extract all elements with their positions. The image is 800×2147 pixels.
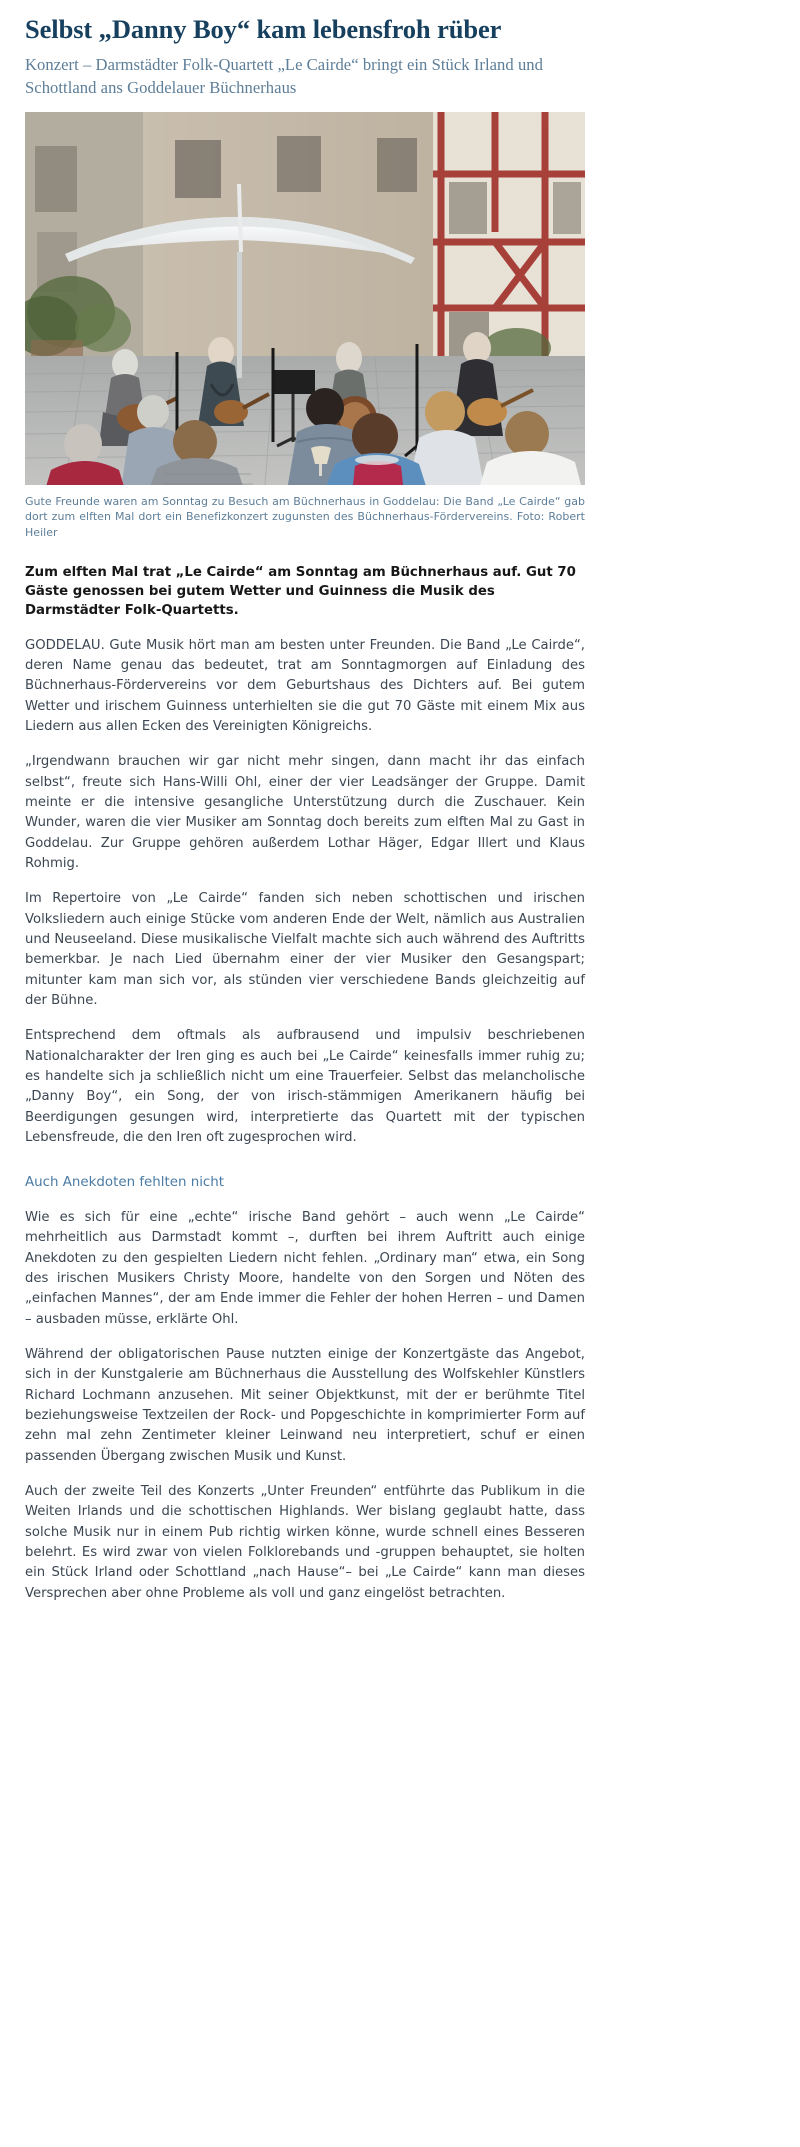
page-title: Selbst „Danny Boy“ kam lebensfroh rüber <box>25 14 502 44</box>
body-paragraph: „Irgendwann brauchen wir gar nicht mehr singen, dann macht ihr das einfach selbst“, freute sich Hans-Willi Ohl, einer der vier Leadsänger der Gruppe. Damit meinte er die intensive gesangliche Unterstützung durch die Zuschauer. Kein Wunder, waren die vier Musiker am Sonntag doch bereits zum elften Mal zu Gast in Goddelau. Zur Gruppe gehören außerdem Lothar Häger, Edgar Illert und Klaus Rohmig. <box>25 754 585 872</box>
article-subtitle: Konzert – Darmstädter Folk-Quartett „Le Cairde“ bringt ein Stück Irland und Schottland ans Goddelauer Büchnerhaus <box>25 55 543 97</box>
article-photo <box>25 112 585 485</box>
article-lead: Zum elften Mal trat „Le Cairde“ am Sonntag am Büchnerhaus auf. Gut 70 Gäste genossen bei gutem Wetter und Guinness die Musik des Darmstädter Folk-Quartetts. <box>25 564 576 619</box>
body-paragraph: Während der obligatorischen Pause nutzten einige der Konzertgäste das Angebot, sich in der Kunstgalerie am Büchnerhaus die Ausstellung des Wolfskehler Künstlers Richard Lochmann anzusehen. Mit seiner Objektkunst, mit der er berühmte Titel beziehungsweise Textzeilen der Rock- und Popgeschichte in komprimierter Form auf zehn mal zehn Zentimeter kleiner Leinwand neu interpretiert, schuf er einen passenden Übergang zwischen Musik und Kunst. <box>25 1347 585 1464</box>
body-paragraph: Entsprechend dem oftmals als aufbrausend und impulsiv beschriebenen Nationalcharakter der Iren ging es auch bei „Le Cairde“ keinesfalls immer ruhig zu; es handelte sich ja schließlich nicht um eine Trauerfeier. Selbst das melancholische „Danny Boy“, ein Song, der von irisch-stämmigen Amerikanern häufig bei Beerdigungen gesungen wird, interpretierte das Quartett mit der typischen Lebensfreude, die den Iren oft zugesprochen wird. <box>25 1028 585 1145</box>
body-paragraph: Auch der zweite Teil des Konzerts „Unter Freunden“ entführte das Publikum in die Weiten Irlands und die schottischen Highlands. Wer bislang geglaubt hatte, dass solche Musik nur in einem Pub richtig wirken könne, wurde schnell eines Besseren belehrt. Es wird zwar von vielen Folklorebands und -gruppen behauptet, sie holten ein Stück Irland oder Schottland „nach Hause“– bei „Le Cairde“ kann man dieses Versprechen aber ohne Probleme als voll und ganz eingelöst betrachten. <box>25 1484 585 1601</box>
article-subheading: Auch Anekdoten fehlten nicht <box>25 1175 225 1191</box>
body-paragraph: Wie es sich für eine „echte“ irische Band gehört – auch wenn „Le Cairde“ mehrheitlich aus Darmstadt kommt –, durften bei ihrem Auftritt auch einige Anekdoten zu den gespielten Liedern nicht fehlen. „Ordinary man“ etwa, ein Song des irischen Musikers Christy Moore, handelte von den Sorgen und Nöten des „einfachen Mannes“, der am Ende immer die Fehler der hohen Herren – und Damen – ausbaden müsse, erklärte Ohl. <box>25 1210 585 1327</box>
figure-caption: Gute Freunde waren am Sonntag zu Besuch am Büchnerhaus in Goddelau: Die Band „Le Cairde“ gab dort zum elften Mal dort ein Benefizkonzert zugunsten des Büchnerhaus-Fördervereins. Foto: Robert Heiler <box>25 494 585 539</box>
body-paragraph: GODDELAU. Gute Musik hört man am besten unter Freunden. Die Band „Le Cairde“, deren Name genau das bedeutet, trat am Sonntagmorgen auf Einladung des Büchnerhaus-Fördervereins vor dem Geburtshaus des Dichters auf. Bei gutem Wetter und irischem Guinness unterhielten sie die gut 70 Gäste mit einem Mix aus Liedern aus allen Ecken des Vereinigten Königreichs. <box>25 637 585 735</box>
content-column <box>25 0 585 1604</box>
body-paragraph: Im Repertoire von „Le Cairde“ fanden sich neben schottischen und irischen Volksliedern auch einige Stücke vom anderen Ende der Welt, nämlich aus Australien und Neuseeland. Diese musikalische Vielfalt machte sich auch während des Auftritts bemerkbar. Je nach Lied übernahm einer der vier Musiker den Gesangspart; mitunter kam man sich vor, als stünden vier verschiedene Bands gleichzeitig auf der Bühne. <box>25 891 585 1009</box>
article-figure <box>25 112 585 541</box>
